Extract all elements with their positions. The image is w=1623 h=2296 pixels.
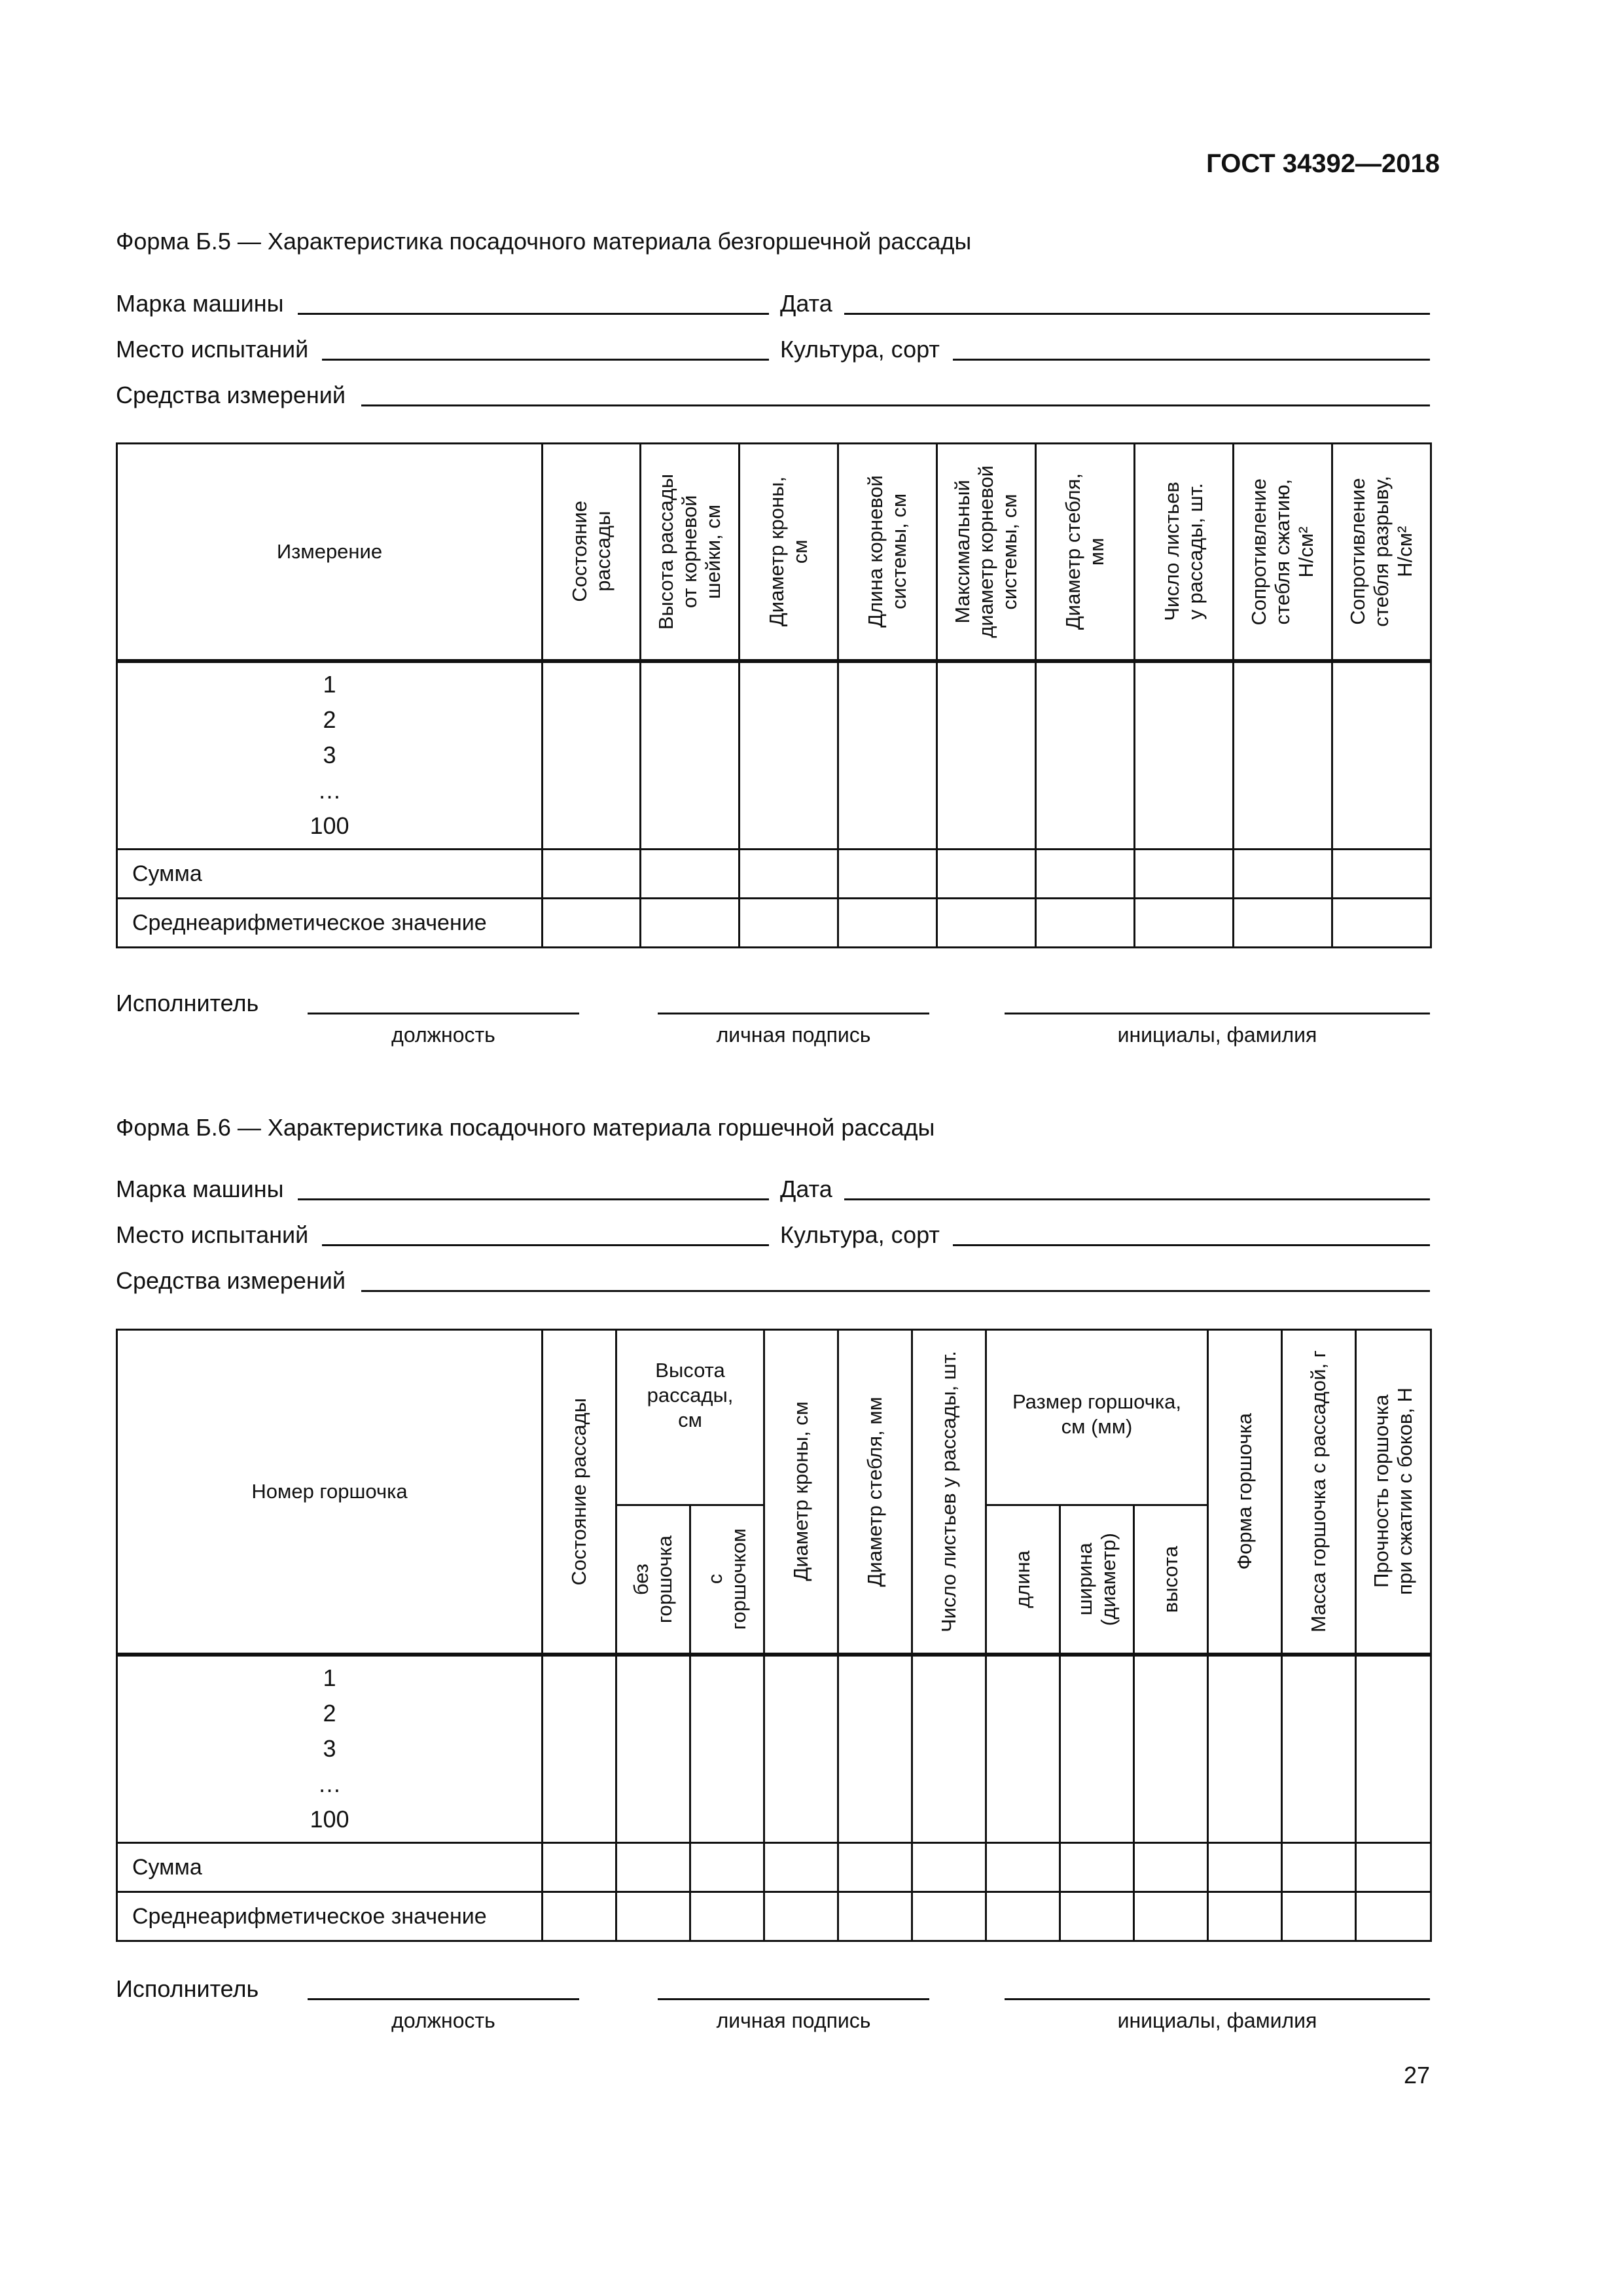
page-number: 27 xyxy=(1403,2062,1430,2089)
form6-cell[interactable] xyxy=(1060,1655,1134,1843)
form5-executor-label: Исполнитель xyxy=(116,990,259,1016)
form6-name-input[interactable] xyxy=(1005,1998,1430,2000)
form5-cell[interactable] xyxy=(1234,850,1332,899)
form6-name-caption: инициалы, фамилия xyxy=(1117,2009,1317,2032)
standard-number: ГОСТ 34392—2018 xyxy=(1206,149,1440,178)
form6-row-numbers: 1 2 3 … 100 xyxy=(117,1655,543,1843)
form5-position-input[interactable] xyxy=(308,1013,579,1014)
form6-table xyxy=(116,1329,1432,1942)
form5-cell[interactable] xyxy=(1036,661,1135,850)
form6-mean-label: Среднеарифметическое значение xyxy=(117,1892,543,1941)
form6-cell[interactable] xyxy=(912,1843,986,1892)
form6-title: Форма Б.6 — Характеристика посадочного материала горшечной рассады xyxy=(116,1114,935,1141)
form5-machine-input[interactable] xyxy=(298,313,769,315)
form5-name-caption: инициалы, фамилия xyxy=(1117,1023,1317,1047)
form6-header-with-pot: с горшочком xyxy=(690,1505,764,1655)
form6-cell[interactable] xyxy=(838,1892,912,1941)
form5-header-height: Высота рассады от корневой шейки, см xyxy=(641,444,740,661)
form6-cell[interactable] xyxy=(616,1892,690,1941)
form5-header-root-length: Длина корневой системы, см xyxy=(838,444,937,661)
form6-header-pot-size: Размер горшочка, см (мм) xyxy=(986,1330,1208,1505)
form5-cell[interactable] xyxy=(838,850,937,899)
form6-cell[interactable] xyxy=(543,1843,616,1892)
form5-cell[interactable] xyxy=(543,661,641,850)
form5-cell[interactable] xyxy=(838,661,937,850)
form6-cell[interactable] xyxy=(690,1892,764,1941)
form5-date-input[interactable] xyxy=(844,313,1430,315)
form6-header-leaves: Число листьев у рассады, шт. xyxy=(912,1330,986,1655)
form5-header-crown: Диаметр кроны, см xyxy=(740,444,838,661)
form6-cell[interactable] xyxy=(1356,1843,1431,1892)
form5-cell[interactable] xyxy=(543,899,641,948)
form5-cell[interactable] xyxy=(1135,899,1234,948)
form5-crop-label: Культура, сорт xyxy=(780,336,940,363)
form5-name-input[interactable] xyxy=(1005,1013,1430,1014)
form5-instruments-input[interactable] xyxy=(361,404,1430,406)
form6-cell[interactable] xyxy=(1134,1843,1208,1892)
form6-header-pot-number: Номер горшочка xyxy=(117,1330,543,1655)
form5-cell[interactable] xyxy=(1135,661,1234,850)
form6-header-size-height: высота xyxy=(1134,1505,1208,1655)
form5-instruments-label: Средства измерений xyxy=(116,382,346,408)
form6-header-strength: Прочность горшочка при сжатии с боков, Н xyxy=(1356,1330,1431,1655)
form6-executor-label: Исполнитель xyxy=(116,1975,259,2002)
form6-instruments-label: Средства измерений xyxy=(116,1267,346,1294)
form5-header-compression: Сопротивление стебля сжатию, Н/см² xyxy=(1234,444,1332,661)
form5-row-numbers: 1 2 3 … 100 xyxy=(117,661,543,850)
form6-cell[interactable] xyxy=(1208,1892,1282,1941)
form6-cell[interactable] xyxy=(616,1655,690,1843)
form6-header-shape: Форма горшочка xyxy=(1208,1330,1282,1655)
form5-cell[interactable] xyxy=(641,850,740,899)
form6-cell[interactable] xyxy=(690,1655,764,1843)
form5-cell[interactable] xyxy=(1036,850,1135,899)
form6-signature-input[interactable] xyxy=(658,1998,929,2000)
form5-header-leaves: Число листьев у рассады, шт. xyxy=(1135,444,1234,661)
form5-cell[interactable] xyxy=(937,850,1036,899)
form6-header-width: ширина (диаметр) xyxy=(1060,1505,1134,1655)
form6-position-input[interactable] xyxy=(308,1998,579,2000)
form6-cell[interactable] xyxy=(838,1843,912,1892)
form5-cell[interactable] xyxy=(937,661,1036,850)
form5-sum-label: Сумма xyxy=(117,850,543,899)
form6-instruments-input[interactable] xyxy=(361,1290,1430,1292)
form5-header-measurement: Измерение xyxy=(117,444,543,661)
form6-cell[interactable] xyxy=(543,1892,616,1941)
form5-header-tension: Сопротивление стебля разрыву, Н/см² xyxy=(1332,444,1431,661)
form6-header-without-pot: без горшочка xyxy=(616,1505,690,1655)
form5-cell[interactable] xyxy=(641,899,740,948)
form5-cell[interactable] xyxy=(740,899,838,948)
form6-crop-input[interactable] xyxy=(953,1244,1430,1246)
form5-cell[interactable] xyxy=(1332,850,1431,899)
form6-machine-label: Марка машины xyxy=(116,1175,284,1202)
form6-signature-caption: личная подпись xyxy=(716,2009,871,2032)
form6-cell[interactable] xyxy=(764,1655,838,1843)
form5-cell[interactable] xyxy=(1036,899,1135,948)
form5-cell[interactable] xyxy=(740,850,838,899)
form6-cell[interactable] xyxy=(1356,1892,1431,1941)
form5-cell[interactable] xyxy=(1332,661,1431,850)
form5-cell[interactable] xyxy=(838,899,937,948)
form6-header-state: Состояние рассады xyxy=(543,1330,616,1655)
form6-position-caption: должность xyxy=(391,2009,495,2032)
form6-header-length: длина xyxy=(986,1505,1060,1655)
form5-mean-label: Среднеарифметическое значение xyxy=(117,899,543,948)
form6-header-height: Высота рассады, см xyxy=(616,1330,764,1505)
form5-machine-label: Марка машины xyxy=(116,290,284,317)
form5-cell[interactable] xyxy=(740,661,838,850)
form5-cell[interactable] xyxy=(1234,899,1332,948)
form6-cell[interactable] xyxy=(1282,1655,1356,1843)
form6-cell[interactable] xyxy=(1060,1843,1134,1892)
form5-cell[interactable] xyxy=(1332,899,1431,948)
form6-date-label: Дата xyxy=(780,1175,832,1202)
form6-cell[interactable] xyxy=(1060,1892,1134,1941)
form5-header-stem-diameter: Диаметр стебля, мм xyxy=(1036,444,1135,661)
form6-date-input[interactable] xyxy=(844,1198,1430,1200)
form5-title: Форма Б.5 — Характеристика посадочного материала безгоршечной рассады xyxy=(116,228,972,255)
form6-cell[interactable] xyxy=(1356,1655,1431,1843)
form5-header-state: Состояние рассады xyxy=(543,444,641,661)
form6-header-crown: Диаметр кроны, см xyxy=(764,1330,838,1655)
form6-cell[interactable] xyxy=(764,1843,838,1892)
form5-signature-caption: личная подпись xyxy=(716,1023,871,1047)
form6-place-label: Место испытаний xyxy=(116,1221,309,1248)
form6-cell[interactable] xyxy=(1282,1843,1356,1892)
form6-cell[interactable] xyxy=(616,1843,690,1892)
form6-cell[interactable] xyxy=(1134,1892,1208,1941)
form6-cell[interactable] xyxy=(986,1892,1060,1941)
form5-cell[interactable] xyxy=(641,661,740,850)
form6-cell[interactable] xyxy=(1134,1655,1208,1843)
form6-cell[interactable] xyxy=(1208,1843,1282,1892)
form5-date-label: Дата xyxy=(780,290,832,317)
form5-place-input[interactable] xyxy=(322,359,769,361)
form6-cell[interactable] xyxy=(764,1892,838,1941)
form6-sum-label: Сумма xyxy=(117,1843,543,1892)
form5-cell[interactable] xyxy=(543,850,641,899)
form6-cell[interactable] xyxy=(543,1655,616,1843)
form6-crop-label: Культура, сорт xyxy=(780,1221,940,1248)
form5-place-label: Место испытаний xyxy=(116,336,309,363)
form6-machine-input[interactable] xyxy=(298,1198,769,1200)
form5-crop-input[interactable] xyxy=(953,359,1430,361)
form6-cell[interactable] xyxy=(912,1655,986,1843)
form6-cell[interactable] xyxy=(838,1655,912,1843)
form5-cell[interactable] xyxy=(937,899,1036,948)
form5-header-root-diameter: Максимальный диаметр корневой системы, см xyxy=(937,444,1036,661)
form5-cell[interactable] xyxy=(1135,850,1234,899)
form6-cell[interactable] xyxy=(1282,1892,1356,1941)
form6-header-mass: Масса горшочка с рассадой, г xyxy=(1282,1330,1356,1655)
form6-place-input[interactable] xyxy=(322,1244,769,1246)
form5-table xyxy=(116,442,1432,948)
form6-cell[interactable] xyxy=(690,1843,764,1892)
form6-cell[interactable] xyxy=(986,1843,1060,1892)
form6-header-stem: Диаметр стебля, мм xyxy=(838,1330,912,1655)
form6-cell[interactable] xyxy=(912,1892,986,1941)
form5-position-caption: должность xyxy=(391,1023,495,1047)
form5-signature-input[interactable] xyxy=(658,1013,929,1014)
form6-cell[interactable] xyxy=(986,1655,1060,1843)
form6-cell[interactable] xyxy=(1208,1655,1282,1843)
form5-cell[interactable] xyxy=(1234,661,1332,850)
